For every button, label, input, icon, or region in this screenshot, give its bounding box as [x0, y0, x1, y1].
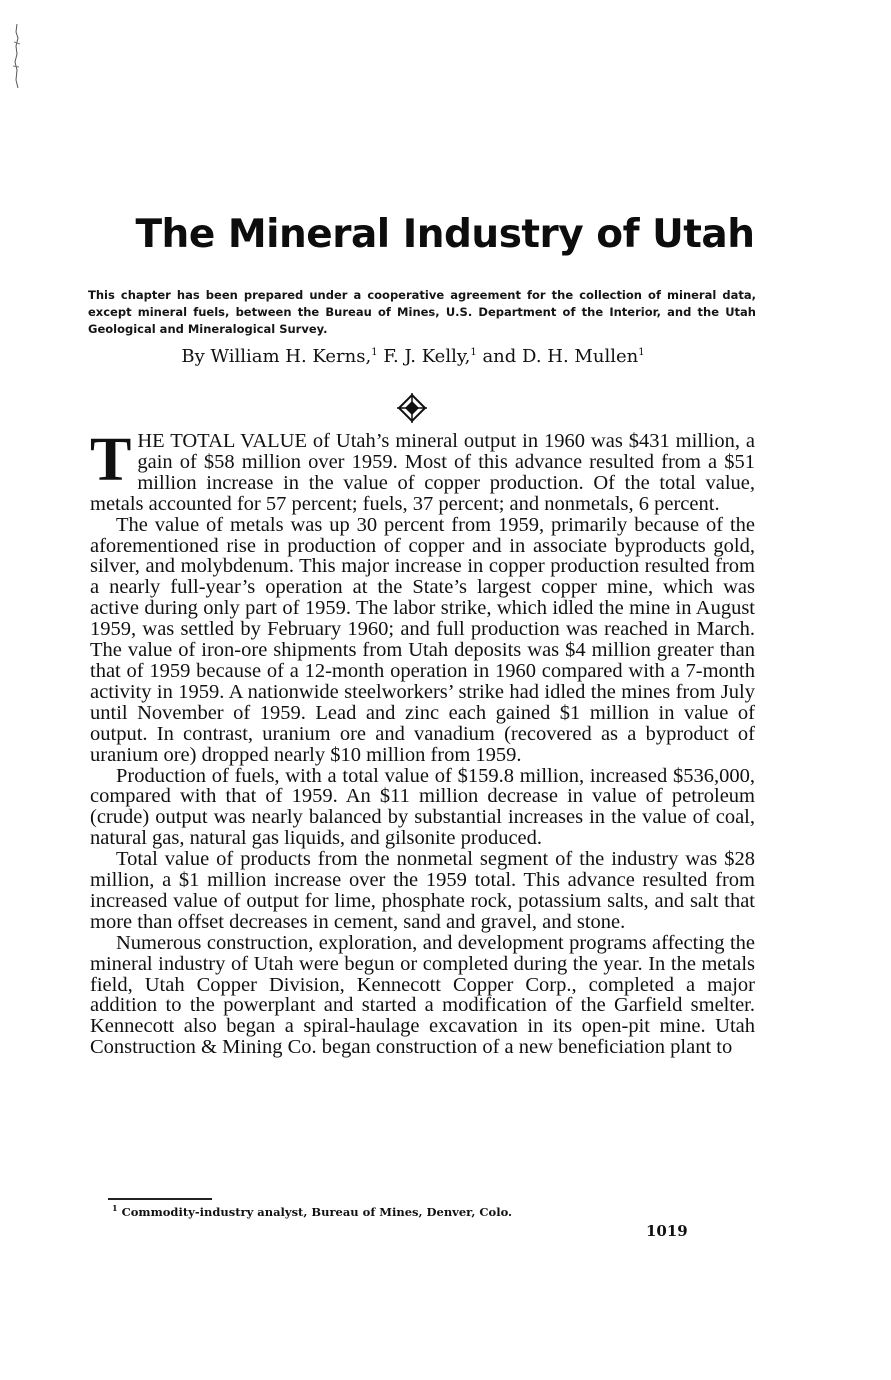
page-number: 1019	[646, 1222, 688, 1240]
footnote-ref: 1	[470, 347, 477, 358]
paragraph-1-text: HE TOTAL VALUE of Utah’s mineral output in 1960 was $431 million, a gain of $58 million over 1959. Most of this advance resulted from a $51 million increase in the value of copper production. Of the total value, metals accounted for 57 percent; fuels, 37 percent; and nonmetals, 6 percent.	[90, 430, 755, 515]
footnote-ref: 1	[638, 347, 645, 358]
footnote-marker: 1	[112, 1203, 118, 1213]
author-kerns: William H. Kerns,	[210, 346, 372, 367]
paragraph-1	[90, 426, 755, 515]
body-text	[90, 426, 755, 1059]
paragraph-4: Total value of products from the nonmetal segment of the industry was $28 million, a $1 million increase over the 1959 total. This advance resulted from increased value of output for lime, phosphate rock, potassium salts, and salt that more than offset decreases in cement, sand and gravel, and stone.	[90, 848, 755, 933]
footnote-divider	[108, 1198, 212, 1200]
author-mullen: D. H. Mullen	[522, 346, 639, 367]
paragraph-3: Production of fuels, with a total value of $159.8 million, increased $536,000, compared with that of 1959. An $11 million decrease in value of petroleum (crude) output was nearly balanced by substantial increases in the value of coal, natural gas, natural gas liquids, and gilsonite produced.	[90, 764, 755, 850]
margin-pencil-mark	[10, 22, 24, 92]
paragraph-2: The value of metals was up 30 percent from 1959, primarily because of the aforementioned rise in production of copper and in associate byproducts gold, silver, and molybdenum. This major increase in copper production resulted from a nearly full-year’s operation at the State’s largest copper mine, which was active during only part of 1959. The labor strike, which idled the mine in August 1959, was settled by February 1960; and full production was reached in March. The value of iron-ore shipments from Utah deposits was $4 million greater than that of 1959 because of a 12-month operation in 1960 compared with a 7-month activity in 1959. A nationwide steelworkers’ strike had idled the mines from July until November of 1959. Lead and zinc each gained $1 million in value of output. In contrast, uranium ore and vanadium (recovered as a byproduct of uranium ore) dropped nearly $10 million from 1959.	[90, 513, 755, 766]
footnote-text: Commodity-industry analyst, Bureau of Mines, Denver, Colo.	[121, 1204, 513, 1219]
drop-cap: T	[90, 426, 132, 494]
chapter-title: The Mineral Industry of Utah	[135, 212, 755, 257]
byline-by: By	[181, 346, 205, 367]
diamond-ornament-icon	[397, 393, 427, 423]
footnote-ref: 1	[371, 347, 378, 358]
preface-note: This chapter has been prepared under a cooperative agreement for the collection of mineral data, except mineral fuels, between the Bureau of Mines, U.S. Department of the Interior, and the Utah Geological and Mineralogical Survey.	[88, 288, 756, 336]
paragraph-5: Numerous construction, exploration, and development programs affecting the mineral industry of Utah were begun or completed during the year. In the metals field, Utah Copper Division, Kennecott Copper Corp., completed a major addition to the powerplant and started a modification of the Garfield smelter. Kennecott also began a spiral-haulage excavation in its open-pit mine. Utah Construction & Mining Co. began construction of a new beneficiation plant to	[90, 931, 755, 1059]
footnote	[112, 1203, 712, 1219]
byline	[88, 346, 738, 367]
author-kelly: F. J. Kelly,	[383, 346, 471, 367]
byline-and: and	[482, 346, 517, 367]
